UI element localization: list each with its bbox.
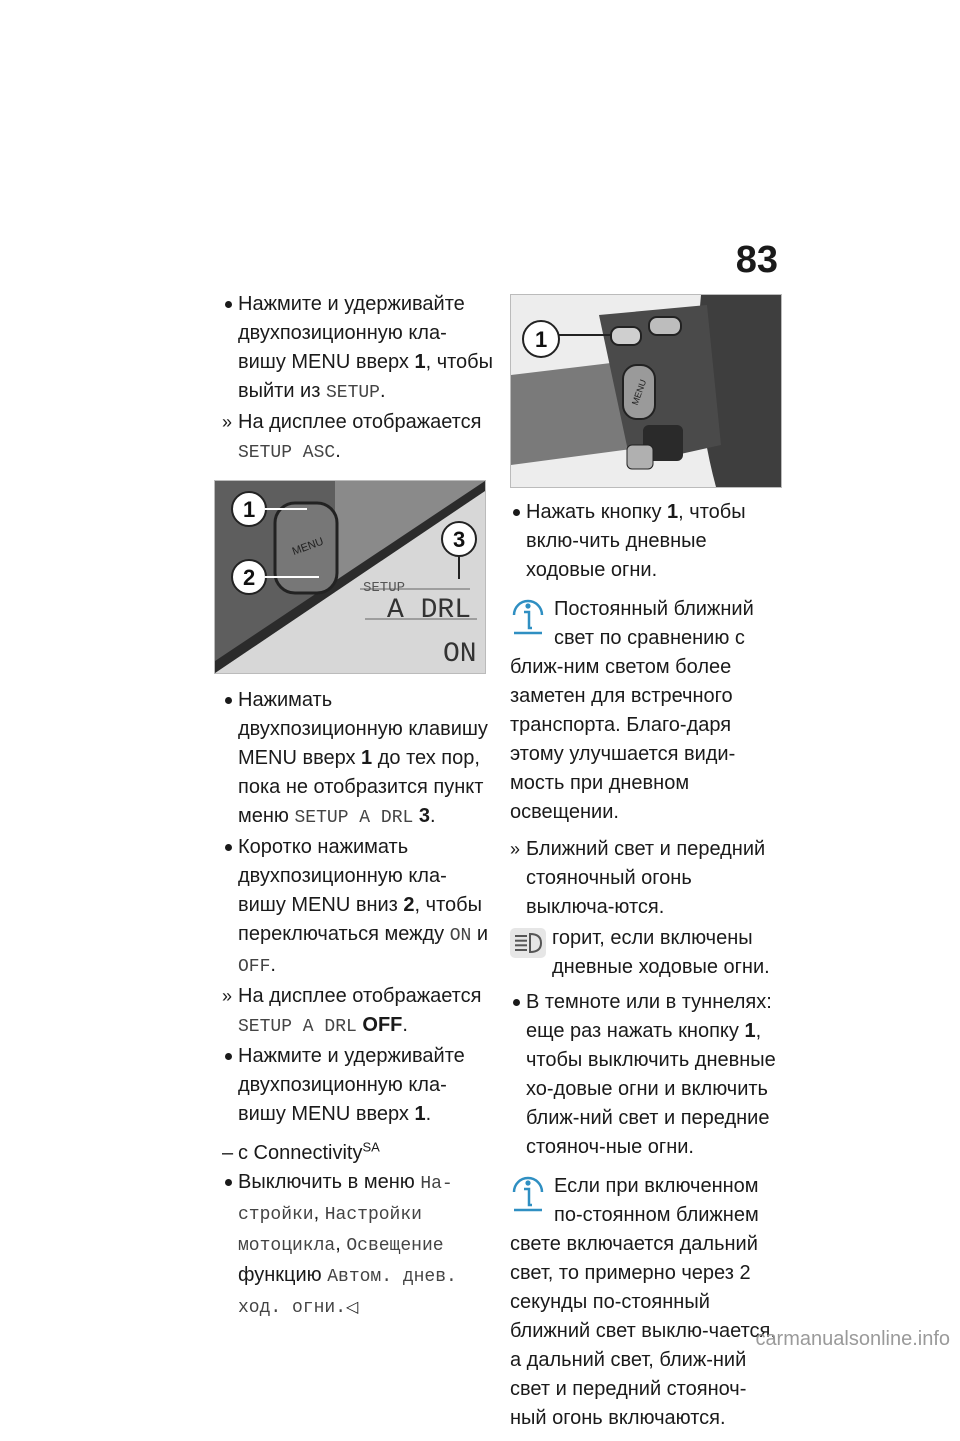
bullet-icon: [225, 1179, 232, 1186]
info-icon: [510, 1174, 546, 1214]
step-connectivity-menu: Выключить в меню На-стройки, Настройки мотоцикла, Освещение функцию Автом. днев. ход. огни.◁: [222, 1168, 494, 1323]
svg-text:1: 1: [243, 497, 256, 522]
step-toggle-on-off: Коротко нажимать двухпозиционную кла-вишу MENU вниз 2, чтобы переключаться между ON и OFF.: [222, 833, 494, 982]
info-note-high-beam: Если при включенном по-стоянном ближнем свете включается дальний свет, то примерно через 2 секунды по-стоянный ближний свет выклю-чается, а дальний свет, ближ-ний свет и передний стояноч-ный огонь включаются.: [510, 1175, 776, 1429]
step-enable-drl: Нажать кнопку 1, чтобы вклю-чить дневные ходовые огни.: [510, 498, 782, 585]
bullet-icon: [513, 999, 520, 1006]
drl-indicator-note: горит, если включены дневные ходовые огни.: [510, 924, 782, 982]
step-confirm: Нажмите и удерживайте двухпозиционную кла-вишу MENU вверх 1.: [222, 1042, 494, 1129]
step-tunnel-switch: В темноте или в туннелях: еще раз нажать кнопку 1, чтобы выключить дневные хо-довые огни и включить ближ-ний свет и передние стояноч-ные огни.: [510, 988, 782, 1162]
result-arrow-icon: »: [510, 839, 521, 859]
photo-handlebar-switch: [510, 294, 782, 488]
result-low-beam-off: » Ближний свет и передний стояночный огонь выключа-ются.: [510, 835, 782, 922]
menu-switch-label: MENU: [629, 378, 649, 407]
result-adrl-off: » На дисплее отображается SETUP A DRL OFF.: [222, 982, 494, 1042]
display-on-text: ON: [443, 639, 477, 670]
result-setup-asc: » На дисплее отображается SETUP ASC.: [222, 408, 494, 468]
svg-text:3: 3: [453, 527, 466, 552]
page-number: 83: [735, 239, 778, 281]
step-exit-setup: Нажмите и удерживайте двухпозиционную кла-вишу MENU вверх 1, чтобы выйти из SETUP.: [222, 290, 494, 408]
result-arrow-icon: »: [222, 412, 233, 432]
connectivity-option: – с Connectivity$^{SA}$: [222, 1139, 494, 1168]
photo-menu-switch-display: [214, 480, 486, 674]
display-setup-text: SETUP: [363, 580, 406, 596]
left-column: [222, 290, 494, 1323]
bullet-icon: [225, 844, 232, 851]
dash-icon: –: [222, 1142, 234, 1164]
bullet-icon: [513, 509, 520, 516]
bullet-icon: [225, 697, 232, 704]
end-of-section-icon: ◁: [346, 1299, 359, 1316]
right-column: [510, 294, 782, 1441]
display-adrl-text: A DRL: [387, 595, 472, 626]
step-select-adrl: Нажимать двухпозиционную клавишу MENU вверх 1 до тех пор, пока не отобразится пункт меню SETUP A DRL 3.: [222, 686, 494, 833]
svg-text:2: 2: [243, 565, 256, 590]
handlebar-switch-image: [511, 295, 781, 487]
svg-text:1: 1: [535, 327, 548, 352]
drl-indicator-lamp-icon: [510, 928, 546, 958]
info-icon: [510, 597, 546, 637]
info-note-visibility: Постоянный ближний свет по сравнению с ближ-ним светом более заметен для встречного транспорта. Благо-даря этому улучшается види-мость при дневном освещении.: [510, 598, 754, 823]
result-arrow-icon: »: [222, 986, 233, 1006]
bullet-icon: [225, 1053, 232, 1060]
watermark: carmanualsonline.info: [755, 1328, 950, 1350]
bullet-icon: [225, 301, 232, 308]
menu-switch-label: MENU: [290, 535, 326, 558]
menu-switch-display-image: [215, 481, 485, 673]
